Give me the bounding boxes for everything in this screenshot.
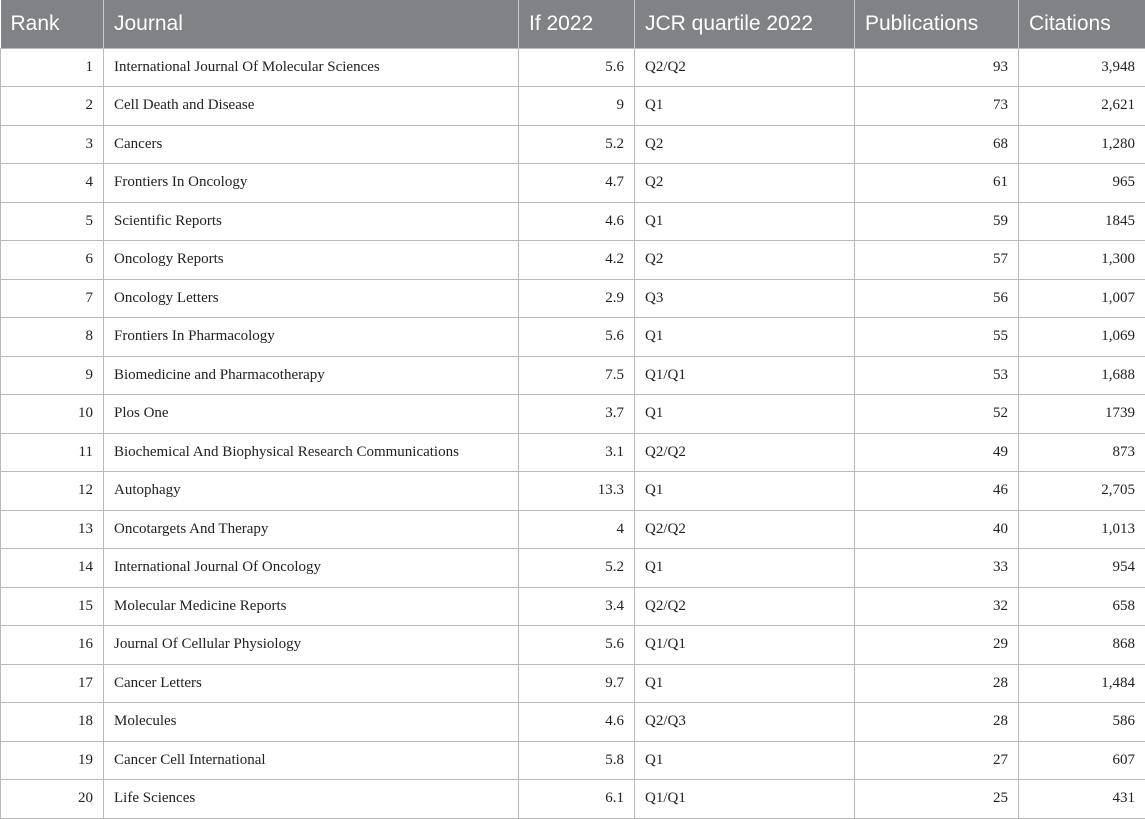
cell-rank: 16 bbox=[1, 626, 104, 665]
cell-journal: Cancer Cell International bbox=[104, 741, 519, 780]
table-row bbox=[1, 125, 1145, 164]
header-rank: Rank bbox=[1, 0, 104, 48]
cell-rank: 5 bbox=[1, 202, 104, 241]
cell-if-2022: 4.6 bbox=[519, 703, 635, 742]
cell-journal: Cancers bbox=[104, 125, 519, 164]
cell-jcr-quartile: Q1 bbox=[635, 202, 855, 241]
table-row bbox=[1, 48, 1145, 87]
table-row bbox=[1, 549, 1145, 588]
cell-rank: 14 bbox=[1, 549, 104, 588]
cell-journal: Oncology Letters bbox=[104, 279, 519, 318]
table-row bbox=[1, 703, 1145, 742]
cell-publications: 59 bbox=[855, 202, 1019, 241]
header-journal: Journal bbox=[104, 0, 519, 48]
cell-if-2022: 4.6 bbox=[519, 202, 635, 241]
cell-rank: 9 bbox=[1, 356, 104, 395]
cell-if-2022: 9 bbox=[519, 87, 635, 126]
cell-citations: 1,484 bbox=[1019, 664, 1145, 703]
cell-citations: 873 bbox=[1019, 433, 1145, 472]
cell-citations: 2,621 bbox=[1019, 87, 1145, 126]
cell-publications: 32 bbox=[855, 587, 1019, 626]
cell-if-2022: 5.2 bbox=[519, 549, 635, 588]
cell-citations: 1,007 bbox=[1019, 279, 1145, 318]
cell-if-2022: 4.2 bbox=[519, 241, 635, 280]
cell-jcr-quartile: Q1 bbox=[635, 87, 855, 126]
header-if-2022: If 2022 bbox=[519, 0, 635, 48]
header-jcr-quartile: JCR quartile 2022 bbox=[635, 0, 855, 48]
table-row bbox=[1, 472, 1145, 511]
cell-if-2022: 4.7 bbox=[519, 164, 635, 203]
table-header bbox=[1, 0, 1145, 48]
cell-jcr-quartile: Q1 bbox=[635, 472, 855, 511]
table-row bbox=[1, 626, 1145, 665]
cell-citations: 586 bbox=[1019, 703, 1145, 742]
cell-jcr-quartile: Q2 bbox=[635, 241, 855, 280]
cell-jcr-quartile: Q2/Q2 bbox=[635, 510, 855, 549]
cell-citations: 1,300 bbox=[1019, 241, 1145, 280]
table-row bbox=[1, 741, 1145, 780]
cell-publications: 40 bbox=[855, 510, 1019, 549]
cell-citations: 965 bbox=[1019, 164, 1145, 203]
cell-journal: Plos One bbox=[104, 395, 519, 434]
cell-publications: 73 bbox=[855, 87, 1019, 126]
table-row bbox=[1, 241, 1145, 280]
cell-if-2022: 5.2 bbox=[519, 125, 635, 164]
cell-rank: 11 bbox=[1, 433, 104, 472]
cell-if-2022: 5.6 bbox=[519, 48, 635, 87]
cell-rank: 12 bbox=[1, 472, 104, 511]
table-row bbox=[1, 433, 1145, 472]
cell-rank: 18 bbox=[1, 703, 104, 742]
cell-rank: 6 bbox=[1, 241, 104, 280]
cell-if-2022: 6.1 bbox=[519, 780, 635, 819]
cell-if-2022: 5.8 bbox=[519, 741, 635, 780]
cell-citations: 1,069 bbox=[1019, 318, 1145, 357]
cell-journal: International Journal Of Molecular Sciences bbox=[104, 48, 519, 87]
cell-publications: 25 bbox=[855, 780, 1019, 819]
cell-if-2022: 13.3 bbox=[519, 472, 635, 511]
cell-citations: 954 bbox=[1019, 549, 1145, 588]
table-row bbox=[1, 780, 1145, 819]
cell-journal: Cancer Letters bbox=[104, 664, 519, 703]
cell-publications: 28 bbox=[855, 703, 1019, 742]
cell-publications: 61 bbox=[855, 164, 1019, 203]
table-body bbox=[1, 48, 1145, 818]
cell-citations: 1,688 bbox=[1019, 356, 1145, 395]
cell-jcr-quartile: Q2/Q2 bbox=[635, 48, 855, 87]
cell-publications: 52 bbox=[855, 395, 1019, 434]
cell-jcr-quartile: Q1 bbox=[635, 741, 855, 780]
cell-citations: 868 bbox=[1019, 626, 1145, 665]
cell-citations: 431 bbox=[1019, 780, 1145, 819]
table-row bbox=[1, 87, 1145, 126]
cell-rank: 20 bbox=[1, 780, 104, 819]
cell-rank: 7 bbox=[1, 279, 104, 318]
cell-rank: 2 bbox=[1, 87, 104, 126]
cell-jcr-quartile: Q1/Q1 bbox=[635, 356, 855, 395]
cell-rank: 10 bbox=[1, 395, 104, 434]
header-citations: Citations bbox=[1019, 0, 1145, 48]
cell-if-2022: 9.7 bbox=[519, 664, 635, 703]
cell-citations: 1,013 bbox=[1019, 510, 1145, 549]
cell-rank: 13 bbox=[1, 510, 104, 549]
cell-jcr-quartile: Q1 bbox=[635, 318, 855, 357]
cell-journal: International Journal Of Oncology bbox=[104, 549, 519, 588]
table-row bbox=[1, 318, 1145, 357]
cell-journal: Scientific Reports bbox=[104, 202, 519, 241]
cell-journal: Frontiers In Oncology bbox=[104, 164, 519, 203]
cell-journal: Molecules bbox=[104, 703, 519, 742]
cell-jcr-quartile: Q3 bbox=[635, 279, 855, 318]
cell-jcr-quartile: Q2/Q2 bbox=[635, 433, 855, 472]
cell-if-2022: 3.1 bbox=[519, 433, 635, 472]
cell-jcr-quartile: Q2 bbox=[635, 125, 855, 164]
cell-rank: 3 bbox=[1, 125, 104, 164]
cell-jcr-quartile: Q1 bbox=[635, 395, 855, 434]
cell-publications: 56 bbox=[855, 279, 1019, 318]
cell-publications: 55 bbox=[855, 318, 1019, 357]
table-row bbox=[1, 202, 1145, 241]
cell-if-2022: 7.5 bbox=[519, 356, 635, 395]
cell-rank: 19 bbox=[1, 741, 104, 780]
cell-journal: Life Sciences bbox=[104, 780, 519, 819]
cell-publications: 93 bbox=[855, 48, 1019, 87]
cell-citations: 1739 bbox=[1019, 395, 1145, 434]
cell-citations: 607 bbox=[1019, 741, 1145, 780]
table-row bbox=[1, 164, 1145, 203]
cell-if-2022: 3.4 bbox=[519, 587, 635, 626]
cell-journal: Cell Death and Disease bbox=[104, 87, 519, 126]
cell-journal: Oncology Reports bbox=[104, 241, 519, 280]
cell-if-2022: 3.7 bbox=[519, 395, 635, 434]
header-row bbox=[1, 0, 1145, 48]
cell-if-2022: 5.6 bbox=[519, 626, 635, 665]
table-row bbox=[1, 279, 1145, 318]
cell-journal: Molecular Medicine Reports bbox=[104, 587, 519, 626]
cell-publications: 28 bbox=[855, 664, 1019, 703]
cell-citations: 1,280 bbox=[1019, 125, 1145, 164]
cell-jcr-quartile: Q2/Q2 bbox=[635, 587, 855, 626]
cell-publications: 29 bbox=[855, 626, 1019, 665]
table-row bbox=[1, 587, 1145, 626]
table-row bbox=[1, 356, 1145, 395]
cell-jcr-quartile: Q1/Q1 bbox=[635, 626, 855, 665]
cell-if-2022: 2.9 bbox=[519, 279, 635, 318]
cell-journal: Biochemical And Biophysical Research Communications bbox=[104, 433, 519, 472]
header-publications: Publications bbox=[855, 0, 1019, 48]
cell-publications: 68 bbox=[855, 125, 1019, 164]
cell-rank: 17 bbox=[1, 664, 104, 703]
cell-publications: 49 bbox=[855, 433, 1019, 472]
cell-rank: 1 bbox=[1, 48, 104, 87]
cell-rank: 15 bbox=[1, 587, 104, 626]
cell-publications: 53 bbox=[855, 356, 1019, 395]
cell-jcr-quartile: Q1 bbox=[635, 549, 855, 588]
cell-jcr-quartile: Q1 bbox=[635, 664, 855, 703]
cell-citations: 3,948 bbox=[1019, 48, 1145, 87]
cell-jcr-quartile: Q2 bbox=[635, 164, 855, 203]
table-row bbox=[1, 395, 1145, 434]
cell-publications: 57 bbox=[855, 241, 1019, 280]
cell-journal: Frontiers In Pharmacology bbox=[104, 318, 519, 357]
cell-jcr-quartile: Q1/Q1 bbox=[635, 780, 855, 819]
cell-citations: 658 bbox=[1019, 587, 1145, 626]
cell-citations: 1845 bbox=[1019, 202, 1145, 241]
cell-journal: Journal Of Cellular Physiology bbox=[104, 626, 519, 665]
cell-publications: 27 bbox=[855, 741, 1019, 780]
table-row bbox=[1, 664, 1145, 703]
cell-publications: 46 bbox=[855, 472, 1019, 511]
cell-publications: 33 bbox=[855, 549, 1019, 588]
cell-citations: 2,705 bbox=[1019, 472, 1145, 511]
cell-journal: Oncotargets And Therapy bbox=[104, 510, 519, 549]
cell-rank: 4 bbox=[1, 164, 104, 203]
table-row bbox=[1, 510, 1145, 549]
cell-journal: Biomedicine and Pharmacotherapy bbox=[104, 356, 519, 395]
cell-rank: 8 bbox=[1, 318, 104, 357]
cell-journal: Autophagy bbox=[104, 472, 519, 511]
cell-if-2022: 4 bbox=[519, 510, 635, 549]
cell-jcr-quartile: Q2/Q3 bbox=[635, 703, 855, 742]
cell-if-2022: 5.6 bbox=[519, 318, 635, 357]
